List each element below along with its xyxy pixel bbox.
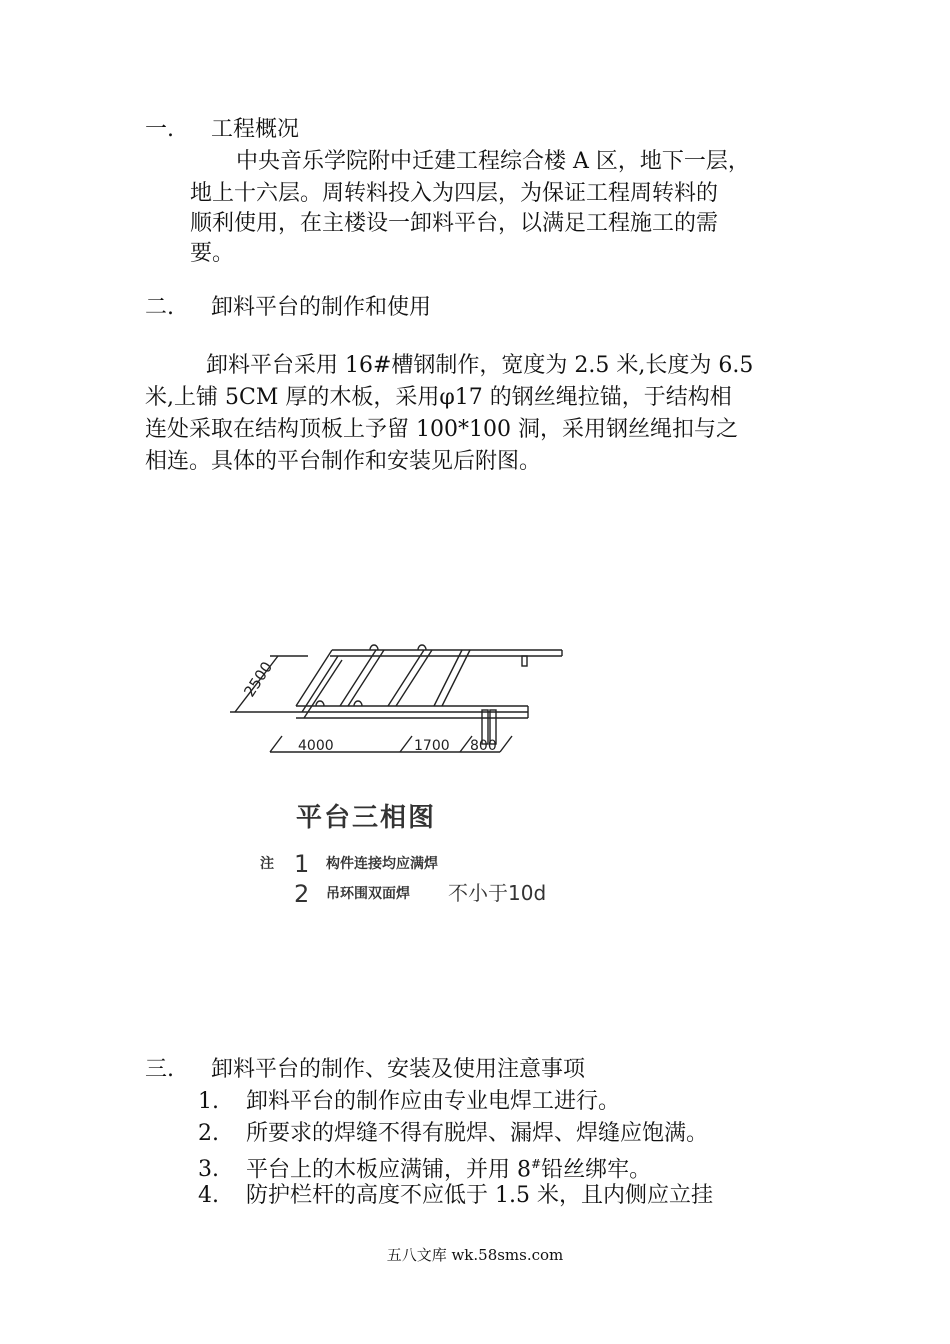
footer-watermark: 五八文库 wk.58sms.com	[386, 1246, 564, 1264]
note-label: 注	[260, 856, 274, 872]
item-2-text: 所要求的焊缝不得有脱焊、漏焊、焊缝应饱满。	[246, 1121, 709, 1146]
item-1-text: 卸料平台的制作应由专业电焊工进行。	[246, 1089, 621, 1114]
section1-number: 一.	[145, 117, 174, 142]
item-2-number: 2.	[198, 1121, 219, 1146]
item-3-sup: #	[531, 1157, 542, 1171]
platform-diagram	[200, 600, 620, 920]
note-2-number: 2	[294, 880, 310, 908]
section3-item-4	[198, 1180, 713, 1212]
section2-line-4: 相连。具体的平台制作和安装见后附图。	[145, 449, 542, 474]
section1-title: 工程概况	[211, 117, 300, 142]
note-2-text: 吊环围双面焊	[326, 886, 410, 902]
section2-heading	[145, 292, 431, 324]
note-1-number: 1	[294, 850, 310, 878]
section2-number: 二.	[145, 295, 174, 320]
section3-number: 三.	[145, 1057, 174, 1082]
dim-label-3: 800	[470, 738, 497, 754]
section1-line-3: 顺利使用，在主楼设一卸料平台，以满足工程施工的需	[190, 211, 719, 236]
section1-line-2: 地上十六层。周转料投入为四层，为保证工程周转料的	[190, 181, 719, 206]
note-1-text: 构件连接均应满焊	[326, 856, 438, 872]
section2-line-1: 卸料平台采用 16#槽钢制作，宽度为 2.5 米,长度为 6.5	[206, 353, 754, 378]
section1-line-1: 中央音乐学院附中迁建工程综合楼 A 区，地下一层，	[236, 149, 750, 174]
section1-heading	[145, 114, 299, 146]
dim-label-2: 1700	[414, 738, 450, 754]
platform-drawing	[200, 600, 620, 920]
dim-label-1: 4000	[298, 738, 334, 754]
item-4-number: 4.	[198, 1183, 219, 1208]
note-2-suffix: 不小于10d	[448, 881, 547, 905]
item-1-number: 1.	[198, 1089, 219, 1114]
figure-caption: 平台三相图	[296, 803, 437, 833]
section2-title: 卸料平台的制作和使用	[211, 295, 432, 320]
section2-line-2: 米,上铺 5CM 厚的木板，采用φ17 的钢丝绳拉锚，于结构相	[145, 385, 732, 410]
section3-item-1	[198, 1086, 620, 1118]
section3-title: 卸料平台的制作、安装及使用注意事项	[211, 1057, 586, 1082]
section3-heading	[145, 1054, 585, 1086]
section2-line-3: 连处采取在结构顶板上予留 100*100 洞，采用钢丝绳扣与之	[145, 417, 738, 442]
section3-item-2	[198, 1118, 708, 1150]
item-3-number: 3.	[198, 1157, 219, 1183]
item-3-text-before: 平台上的木板应满铺，并用 8	[246, 1157, 531, 1183]
item-3-text-after: 铅丝绑牢。	[541, 1157, 652, 1183]
dim-width-label: 2500	[240, 658, 277, 701]
section1-line-4: 要。	[190, 241, 235, 266]
item-4-text: 防护栏杆的高度不应低于 1.5 米，且内侧应立挂	[246, 1183, 713, 1208]
